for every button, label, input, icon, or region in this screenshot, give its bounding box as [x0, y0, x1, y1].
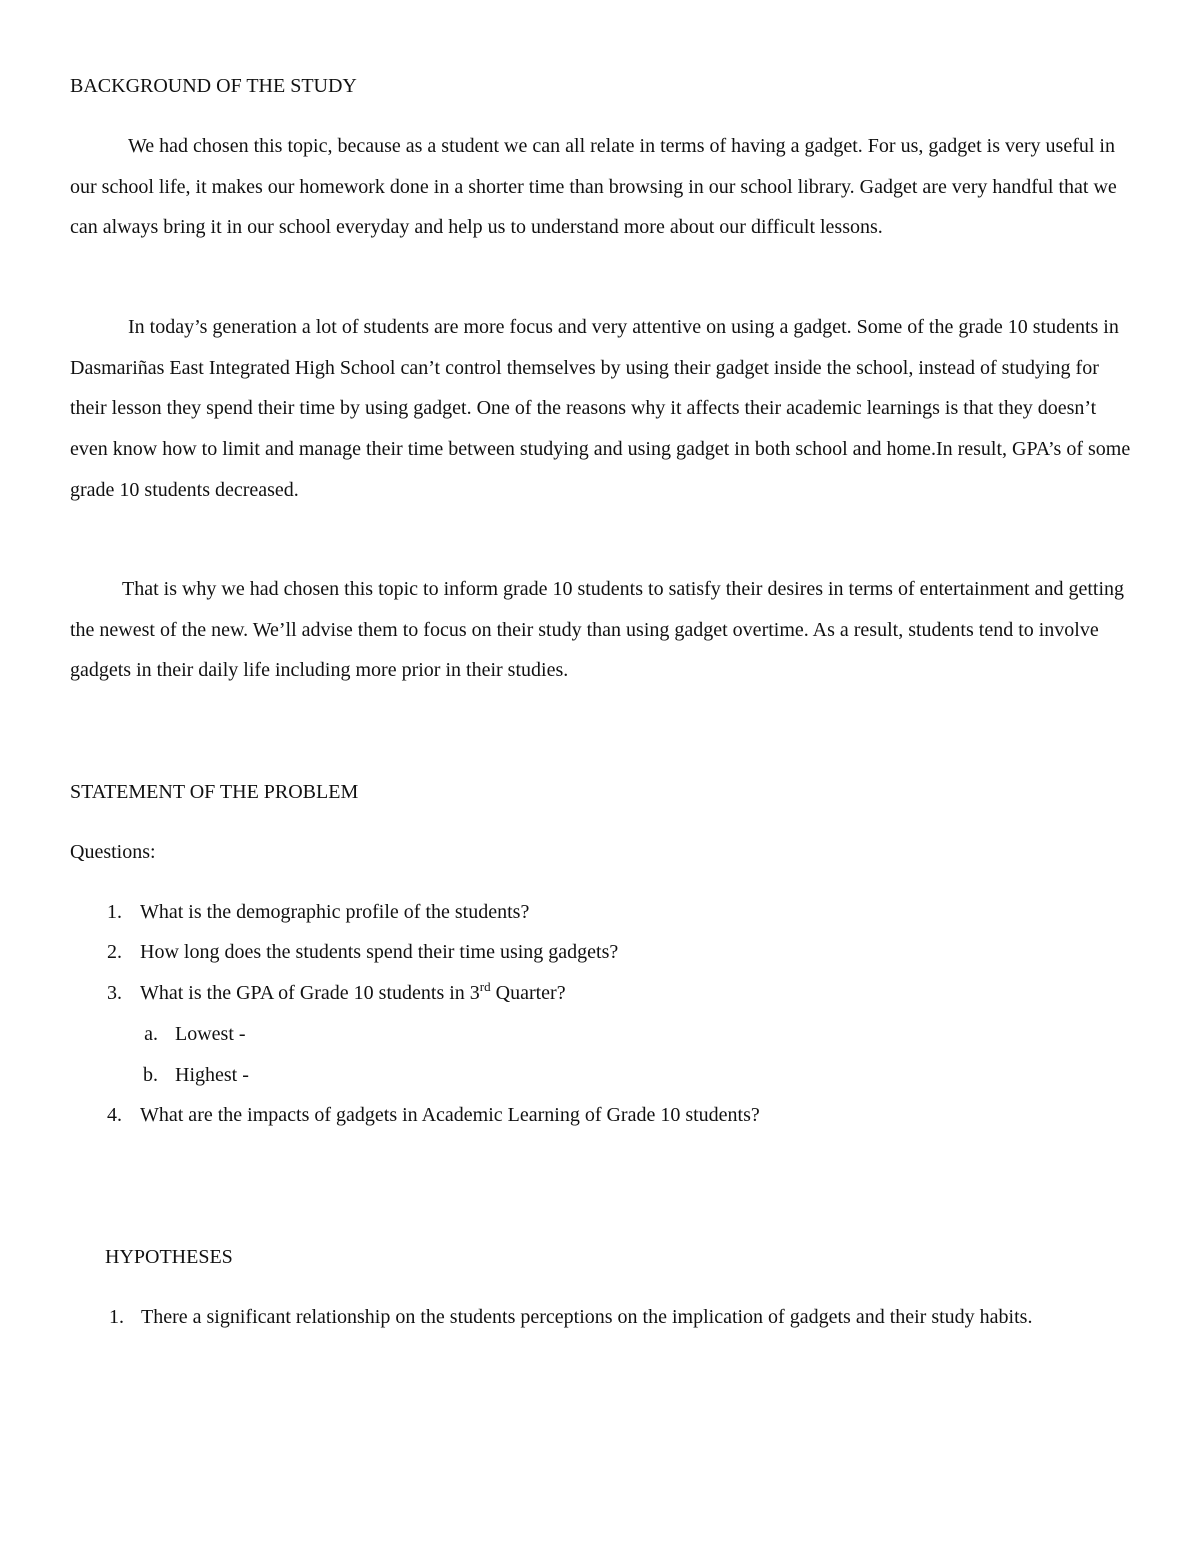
sub-list-marker: a. — [144, 1023, 158, 1045]
hypotheses-heading: HYPOTHESES — [105, 1246, 233, 1268]
list-item-text: What are the impacts of gadgets in Academic Learning of Grade 10 students? — [140, 1104, 760, 1126]
list-item-text — [140, 973, 566, 1013]
list-marker: 1. — [107, 901, 122, 923]
list-marker: 3. — [107, 982, 122, 1004]
background-paragraph-3: That is why we had chosen this topic to inform grade 10 students to satisfy their desires in terms of entertainment and getting the newest of the new. We’ll advise them to focus on their study than using gadget overtime. As a result, students tend to involve gadgets in their daily life including more prior in their studies. — [70, 578, 1125, 682]
hypothesis-text: There a significant relationship on the students perceptions on the implication of gadgets and their study habits. — [141, 1306, 1033, 1328]
sub-list-item — [0, 1055, 1100, 1095]
background-heading: BACKGROUND OF THE STUDY — [70, 75, 357, 97]
list-marker: 2. — [107, 941, 122, 963]
problem-heading: STATEMENT OF THE PROBLEM — [70, 781, 359, 803]
list-item-text: What is the demographic profile of the students? — [140, 901, 530, 923]
hypothesis-item — [104, 1297, 1134, 1379]
list-item — [0, 1095, 1100, 1135]
list-item-text-after: Quarter? — [490, 982, 566, 1004]
hypothesis-marker: 1. — [109, 1306, 124, 1328]
ordinal-superscript: rd — [479, 979, 491, 994]
list-item — [0, 973, 1100, 1013]
list-item — [0, 892, 1100, 932]
list-item-text: How long does the students spend their time using gadgets? — [140, 941, 619, 963]
background-paragraph-1: We had chosen this topic, because as a student we can all relate in terms of having a gadget. For us, gadget is very useful in our school life, it makes our homework done in a shorter time than browsing in our school library. Gadget are very handful that we can always bring it in our school everyday and help us to understand more about our difficult lessons. — [70, 135, 1117, 239]
sub-list-marker: b. — [143, 1064, 158, 1086]
list-item-text-before: What is the GPA of Grade 10 students in 3 — [140, 982, 480, 1004]
sub-list-item — [0, 1014, 1100, 1054]
questions-label: Questions: — [70, 841, 156, 863]
background-paragraph-2: In today’s generation a lot of students are more focus and very attentive on using a gadget. Some of the grade 10 students in Dasmariñas East Integrated High School can’t control themselves by using their gadget inside the school, instead of studying for their lesson they spend their time by using gadget. One of the reasons why it affects their academic learnings is that they doesn’t even know how to limit and manage their time between studying and using gadget in both school and home.In result, GPA’s of some grade 10 students decreased. — [70, 316, 1131, 501]
sub-list-item-text: Highest - — [175, 1064, 249, 1086]
list-item — [0, 932, 1100, 972]
list-marker: 4. — [107, 1104, 122, 1126]
sub-list-item-text: Lowest - — [175, 1023, 246, 1045]
